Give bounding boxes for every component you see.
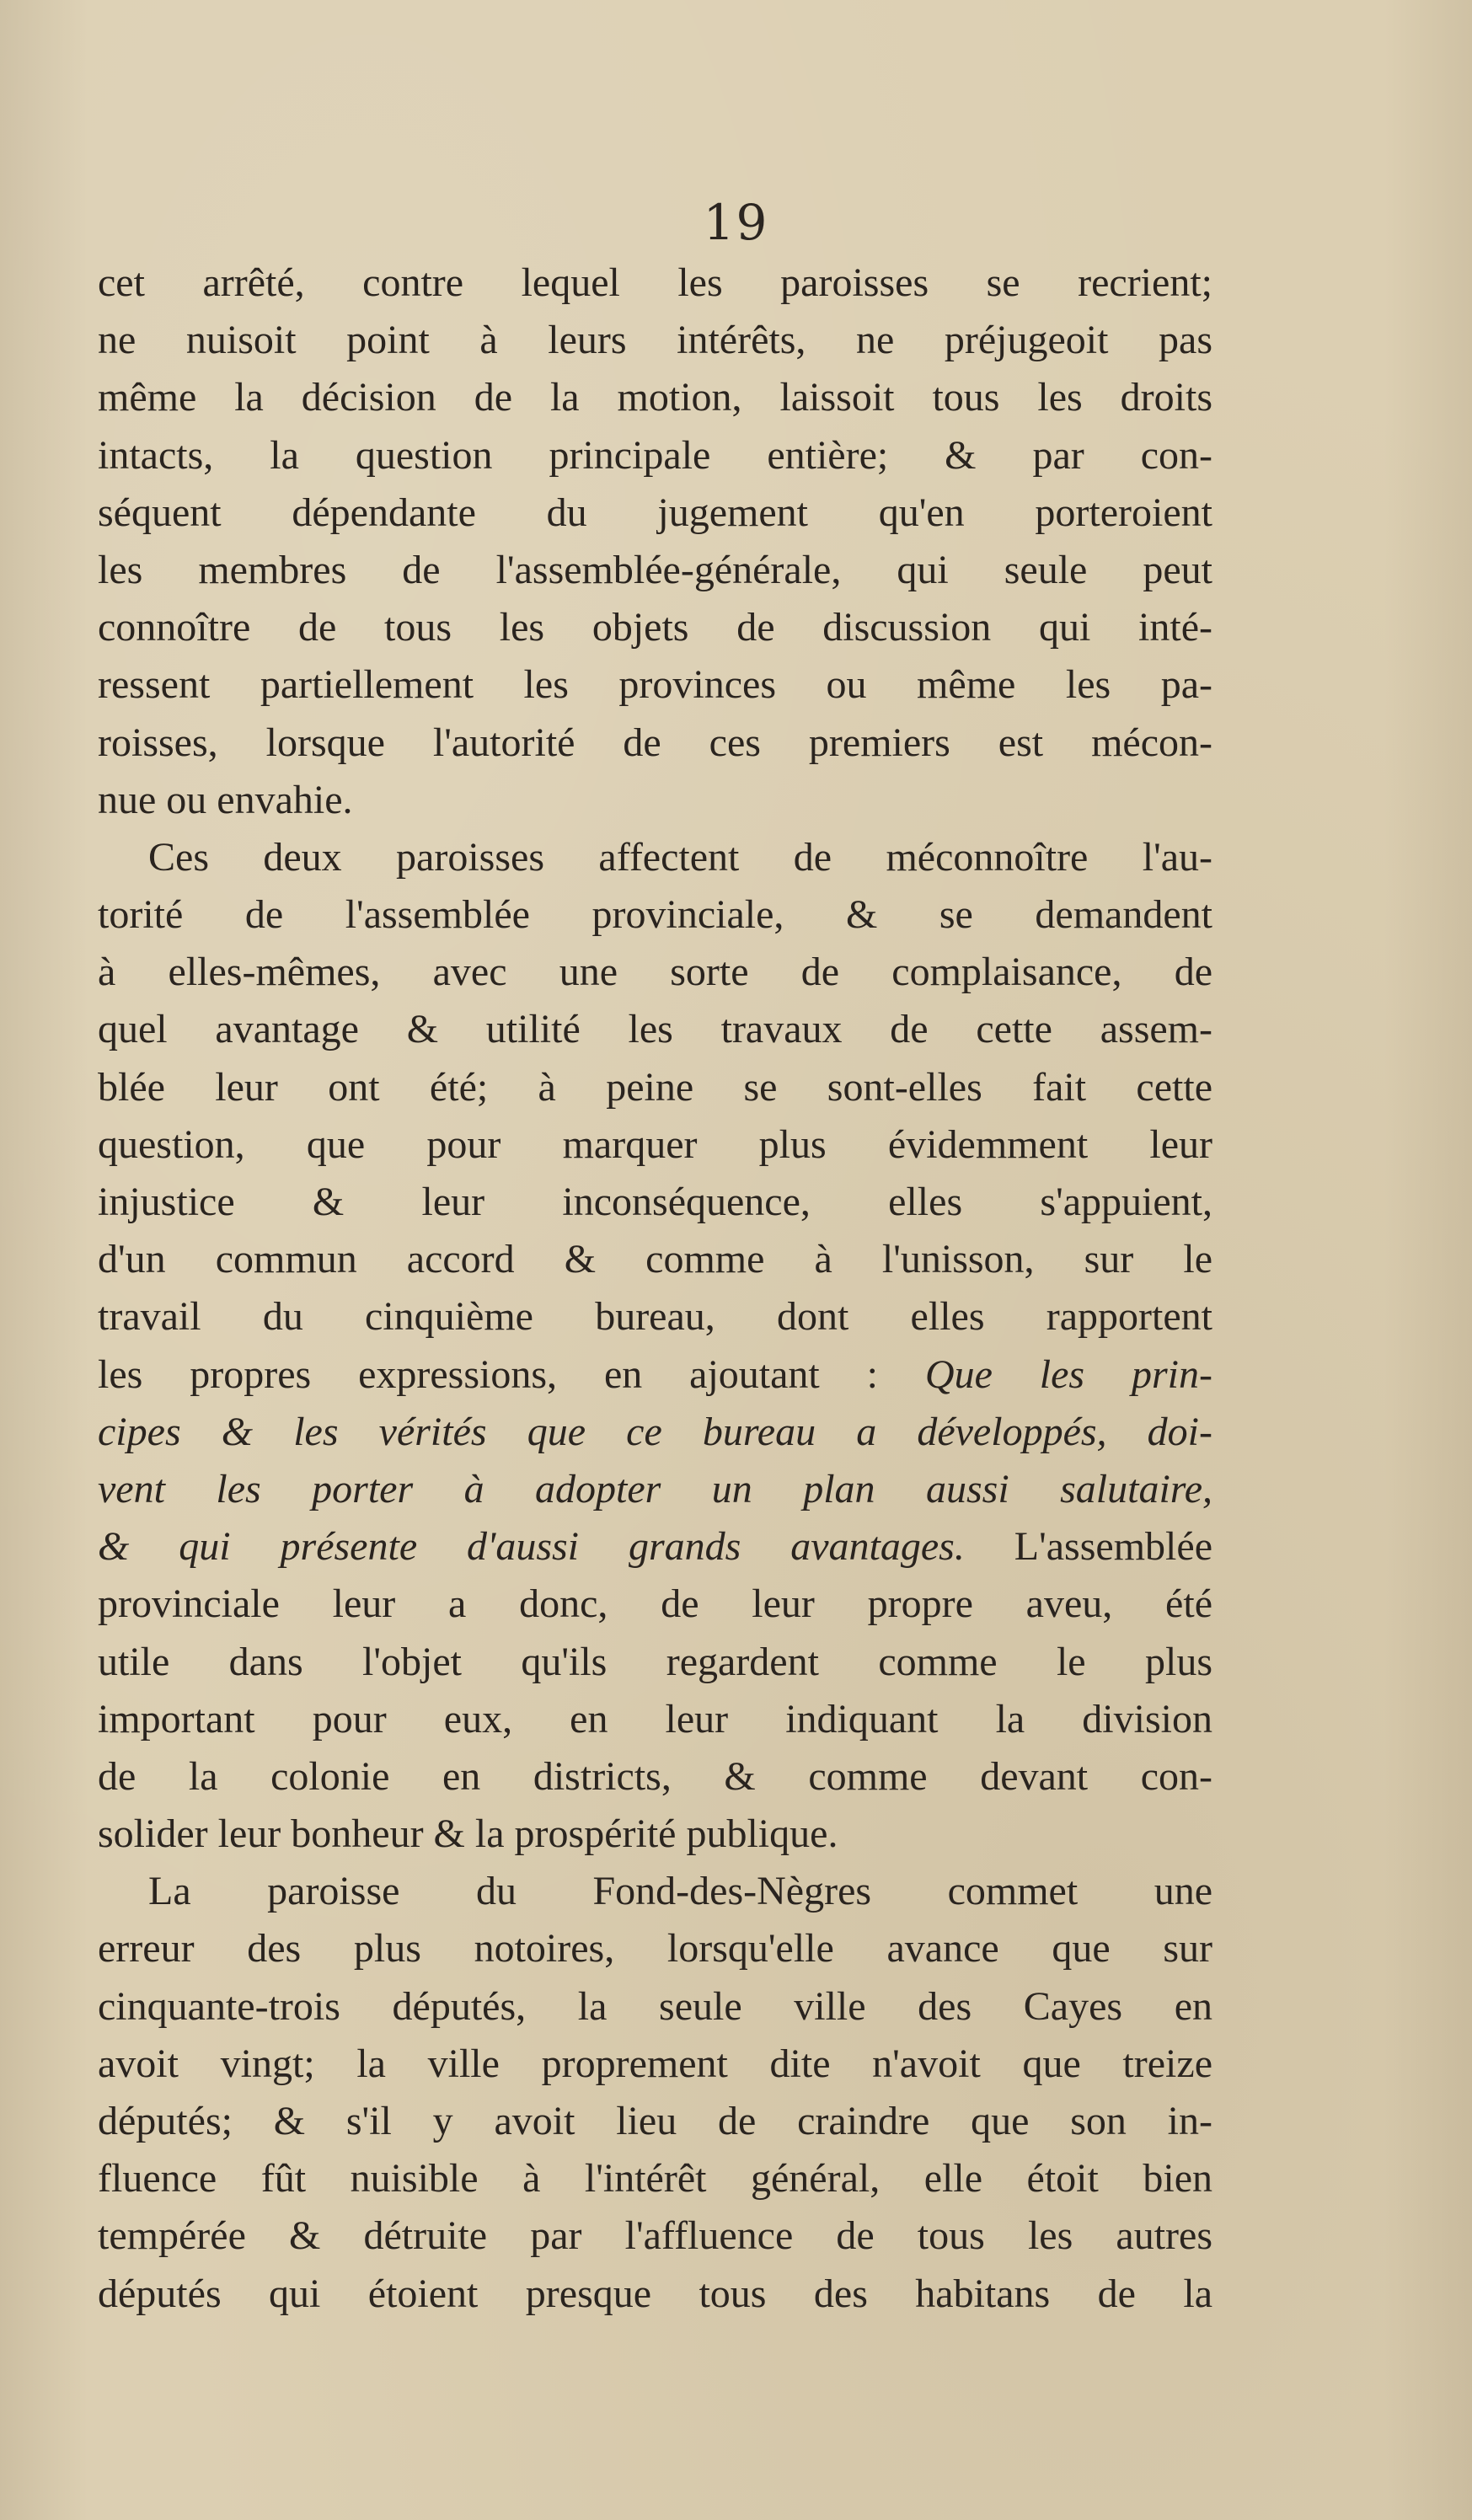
text-run: les propres expressions, en ajoutant :: [98, 1351, 925, 1397]
text-line: députés; & s'il y avoit lieu de craindre que son in-: [98, 2099, 1212, 2143]
text-line: connoître de tous les objets de discussion qui inté-: [98, 605, 1212, 650]
text-line: La paroisse du Fond-des-Nègres commet une: [148, 1869, 1212, 1914]
text-line: quel avantage & utilité les travaux de cette assem-: [98, 1007, 1212, 1052]
text-line: [98, 1461, 1212, 1518]
text-line: cet arrêté, contre lequel les paroisses se recrient;: [98, 260, 1212, 305]
text-line: députés qui étoient presque tous des habitans de la: [98, 2271, 1212, 2316]
text-line: utile dans l'objet qu'ils regardent comme le plus: [98, 1639, 1212, 1684]
quoted-italic-text: vent les porter à adopter un plan aussi salutaire,: [98, 1466, 1212, 1511]
text-line: même la décision de la motion, laissoit tous les droits: [98, 375, 1212, 420]
text-line: séquent dépendante du jugement qu'en porteroient: [98, 490, 1212, 535]
text-line: solider leur bonheur & la prospérité publique.: [98, 1811, 838, 1857]
text-line: injustice & leur inconséquence, elles s'appuient,: [98, 1180, 1212, 1224]
text-line: Ces deux paroisses affectent de méconnoître l'au-: [148, 834, 1212, 880]
text-line: erreur des plus notoires, lorsqu'elle avance que sur: [98, 1926, 1212, 1972]
text-line: intacts, la question principale entière; & par con-: [98, 432, 1212, 478]
text-line: tempérée & détruite par l'affluence de tous les autres: [98, 2213, 1212, 2259]
text-line: d'un commun accord & comme à l'unisson, sur le: [98, 1237, 1212, 1282]
text-line: cinquante-trois députés, la seule ville des Cayes en: [98, 1983, 1212, 2029]
text-line: nue ou envahie.: [98, 777, 353, 822]
quoted-italic-text: Que les prin-: [924, 1351, 1212, 1397]
text-line: [98, 1518, 1212, 1576]
body-text: [98, 254, 1212, 2323]
text-line: blée leur ont été; à peine se sont-elles fait cette: [98, 1064, 1212, 1110]
text-line: ressent partiellement les provinces ou même les pa-: [98, 662, 1212, 708]
text-line: torité de l'assemblée provinciale, & se demandent: [98, 892, 1212, 938]
text-line: travail du cinquième bureau, dont elles rapportent: [98, 1294, 1212, 1340]
text-line: à elles-mêmes, avec une sorte de complaisance, de: [98, 950, 1212, 995]
text-line: question, que pour marquer plus évidemment leur: [98, 1121, 1212, 1167]
page-number: 19: [703, 194, 769, 251]
text-line: provinciale leur a donc, de leur propre aveu, été: [98, 1581, 1212, 1627]
text-run: L'assemblée: [964, 1524, 1213, 1570]
text-line: ne nuisoit point à leurs intérêts, ne préjugeoit pas: [98, 318, 1212, 363]
text-line: les membres de l'assemblée-générale, qui seule peut: [98, 547, 1212, 592]
text-line: [98, 1404, 1212, 1461]
text-line: roisses, lorsque l'autorité de ces premiers est mécon-: [98, 720, 1212, 765]
text-line: de la colonie en districts, & comme devant con-: [98, 1753, 1212, 1799]
quoted-italic-text: cipes & les vérités que ce bureau a développés, doi-: [98, 1409, 1212, 1454]
text-line: important pour eux, en leur indiquant la division: [98, 1696, 1212, 1742]
text-line: fluence fût nuisible à l'intérêt général, elle étoit bien: [98, 2156, 1212, 2202]
text-line: [98, 1346, 1212, 1404]
quoted-italic-text: & qui présente d'aussi grands avantages.: [98, 1524, 965, 1570]
text-line: avoit vingt; la ville proprement dite n'avoit que treize: [98, 2041, 1212, 2086]
